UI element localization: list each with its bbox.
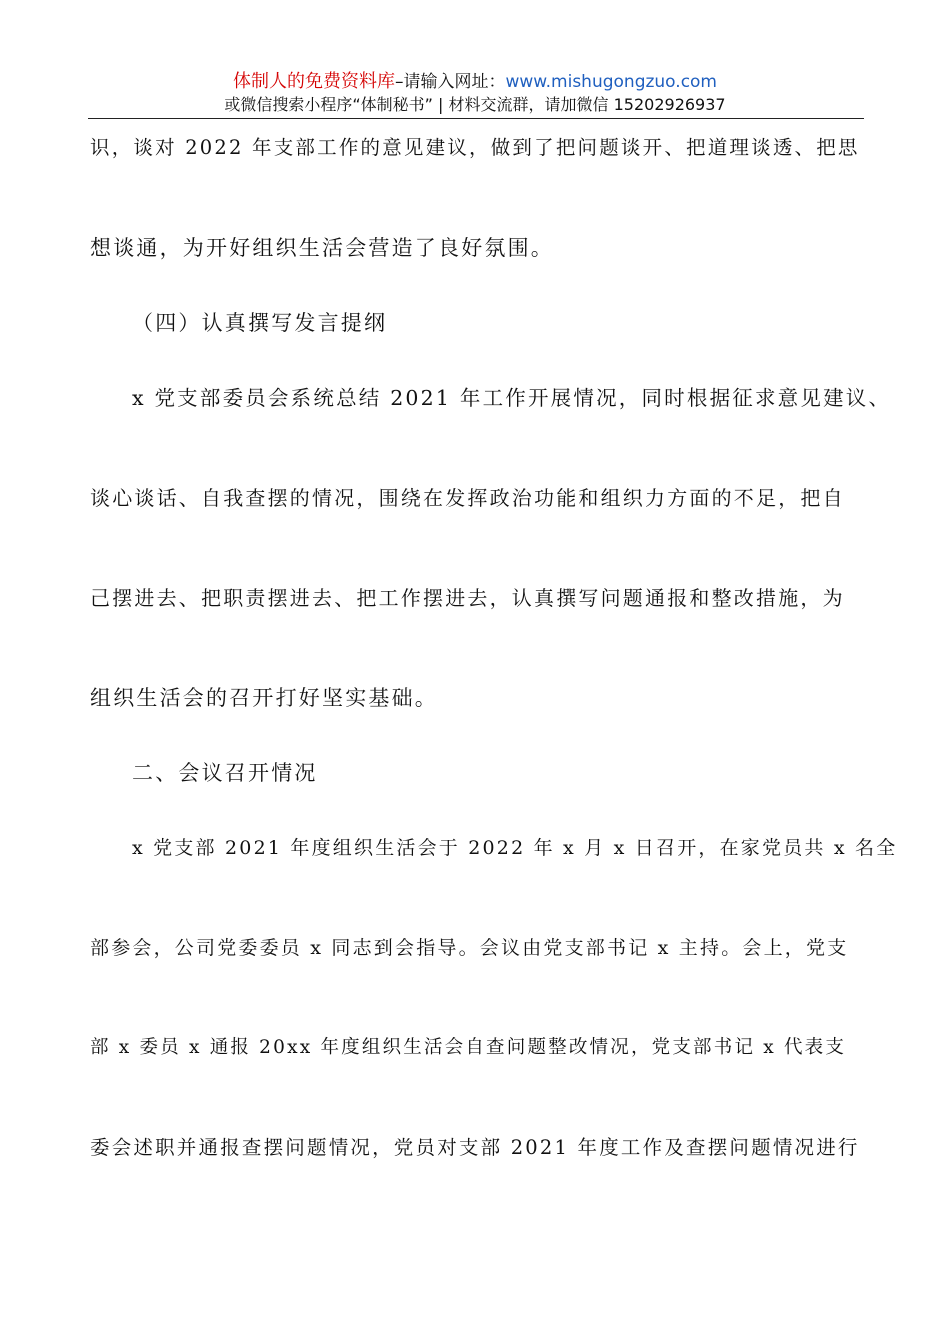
section-heading: 二、会议召开情况 xyxy=(132,761,318,785)
section-heading: （四）认真撰写发言提纲 xyxy=(132,311,388,335)
body-line: x 党支部委员会系统总结 2021 年工作开展情况，同时根据征求意见建议、 xyxy=(132,386,892,410)
header-url-link[interactable]: www.mishugongzuo.com xyxy=(505,72,717,92)
body-line: 部 x 委员 x 通报 20xx 年度组织生活会自查问题整改情况，党支部书记 x 代表支 xyxy=(90,1037,847,1058)
header-banner xyxy=(0,70,950,94)
header-divider xyxy=(88,118,864,119)
header-prompt: –请输入网址： xyxy=(394,72,506,92)
body-line: 谈心谈话、自我查摆的情况，围绕在发挥政治功能和组织力方面的不足，把自 xyxy=(90,486,845,510)
body-line: 识，谈对 2022 年支部工作的意见建议，做到了把问题谈开、把道理谈透、把思 xyxy=(90,136,860,159)
page-header xyxy=(0,70,950,116)
body-line: 想谈通，为开好组织生活会营造了良好氛围。 xyxy=(90,236,554,260)
body-line: 部参会，公司党委委员 x 同志到会指导。会议由党支部书记 x 主持。会上，党支 xyxy=(90,937,849,959)
body-line: x 党支部 2021 年度组织生活会于 2022 年 x 月 x 日召开，在家党员共 x 名全 xyxy=(132,837,898,859)
body-line: 委会述职并通报查摆问题情况，党员对支部 2021 年度工作及查摆问题情况进行 xyxy=(90,1136,860,1159)
body-line: 组织生活会的召开打好坚实基础。 xyxy=(90,686,438,710)
header-brand: 体制人的免费资料库 xyxy=(232,71,395,92)
body-line: 己摆进去、把职责摆进去、把工作摆进去，认真撰写问题通报和整改措施，为 xyxy=(90,586,845,610)
header-contact: 或微信搜索小程序“体制秘书” | 材料交流群，请加微信 15202926937 xyxy=(224,95,726,114)
